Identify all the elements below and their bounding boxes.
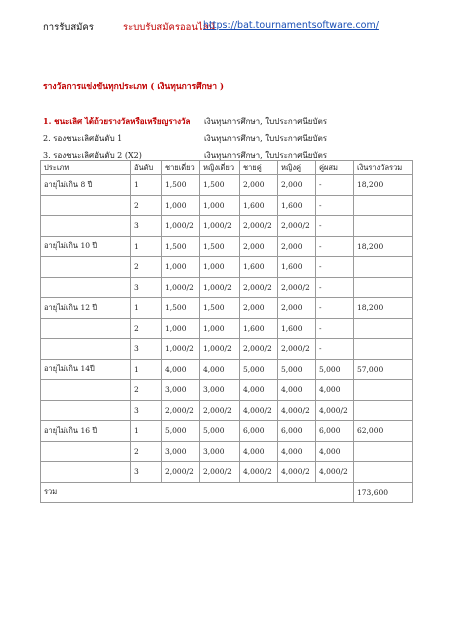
table-cell: 1,600	[278, 195, 316, 216]
table-cell: 5,000	[240, 359, 278, 380]
table-cell: 1,600	[240, 195, 278, 216]
table-cell: 4,000	[240, 441, 278, 462]
table-cell: 1,000	[162, 195, 200, 216]
table-cell: 4,000	[278, 441, 316, 462]
total-value: 173,600	[354, 482, 413, 503]
table-cell: 1,500	[200, 298, 240, 319]
table-cell: 4,000/2	[240, 462, 278, 483]
column-header: หญิงเดี่ยว	[200, 161, 240, 175]
table-cell: 1	[131, 421, 162, 442]
table-cell	[41, 380, 131, 401]
table-cell: อายุไม่เกิน 8 ปี	[41, 175, 131, 196]
table-cell: 2,000/2	[200, 462, 240, 483]
table-cell: 5,000	[316, 359, 354, 380]
table-cell: 3	[131, 277, 162, 298]
table-row	[41, 380, 413, 401]
table-cell: 1,000/2	[200, 339, 240, 360]
table-cell: 4,000/2	[278, 462, 316, 483]
table-cell: 1,000	[162, 257, 200, 278]
table-cell: 1	[131, 236, 162, 257]
table-cell: 1,500	[200, 175, 240, 196]
table-cell: 2	[131, 380, 162, 401]
table-cell: 4,000	[278, 380, 316, 401]
table-cell: 1	[131, 359, 162, 380]
table-cell: 3	[131, 339, 162, 360]
table-row	[41, 359, 413, 380]
table-cell	[41, 462, 131, 483]
table-cell: 2	[131, 195, 162, 216]
table-cell	[41, 277, 131, 298]
table-cell: 1,000/2	[200, 216, 240, 237]
column-header: หญิงคู่	[278, 161, 316, 175]
table-cell: 1,000	[200, 257, 240, 278]
table-cell: 1,600	[278, 318, 316, 339]
table-cell: 2,000/2	[162, 462, 200, 483]
table-cell: 1,000/2	[162, 216, 200, 237]
table-cell: 1,000/2	[200, 277, 240, 298]
table-row	[41, 318, 413, 339]
section-title: รางวัลการแข่งขันทุกประเภท ( เงินทุนการศึกษา )	[43, 82, 225, 92]
table-cell: 18,200	[354, 298, 413, 319]
table-cell: 2,000/2	[240, 216, 278, 237]
table-cell: -	[316, 195, 354, 216]
table-row	[41, 277, 413, 298]
table-cell: 4,000	[200, 359, 240, 380]
table-cell: 3	[131, 400, 162, 421]
table-cell: 2	[131, 318, 162, 339]
table-cell: 1,600	[240, 318, 278, 339]
table-cell: 2,000/2	[240, 277, 278, 298]
table-cell: 1,000	[200, 195, 240, 216]
table-cell	[41, 400, 131, 421]
table-cell: -	[316, 339, 354, 360]
column-header: อันดับ	[131, 161, 162, 175]
table-cell: 2,000	[278, 236, 316, 257]
table-row	[41, 298, 413, 319]
table-cell: -	[316, 298, 354, 319]
prize-table	[40, 160, 413, 503]
table-cell	[354, 441, 413, 462]
table-cell: อายุไม่เกิน 10 ปี	[41, 236, 131, 257]
table-row	[41, 400, 413, 421]
table-cell: 1,000	[200, 318, 240, 339]
table-cell	[354, 216, 413, 237]
total-label: รวม	[41, 482, 354, 503]
table-cell: -	[316, 216, 354, 237]
table-cell: 2,000	[240, 236, 278, 257]
table-cell: 1	[131, 298, 162, 319]
table-cell: 4,000/2	[278, 400, 316, 421]
table-cell: 3	[131, 462, 162, 483]
table-cell: 1,500	[162, 298, 200, 319]
award-rank-label: 1. ชนะเลิศ ได้ถ้วยรางวัลหรือเหรียญรางวัล	[43, 116, 191, 126]
table-cell: 6,000	[278, 421, 316, 442]
table-row	[41, 216, 413, 237]
table-cell	[41, 257, 131, 278]
table-cell: 1,600	[278, 257, 316, 278]
table-cell: 2,000/2	[200, 400, 240, 421]
table-cell: 62,000	[354, 421, 413, 442]
column-header: เงินรางวัลรวม	[354, 161, 413, 175]
table-cell: 2,000	[278, 175, 316, 196]
table-row	[41, 339, 413, 360]
table-row	[41, 441, 413, 462]
table-cell: 4,000	[316, 441, 354, 462]
table-cell	[354, 339, 413, 360]
table-cell: 2,000/2	[278, 216, 316, 237]
table-cell: 1	[131, 175, 162, 196]
table-cell: 5,000	[278, 359, 316, 380]
table-cell: -	[316, 236, 354, 257]
header-label: การรับสมัคร	[43, 22, 94, 33]
table-cell: 4,000	[316, 380, 354, 401]
table-cell	[354, 462, 413, 483]
column-header: ชายเดี่ยว	[162, 161, 200, 175]
award-detail: เงินทุนการศึกษา, ใบประกาศนียบัตร	[204, 151, 328, 160]
column-header: ชายคู่	[240, 161, 278, 175]
header-subtitle: ระบบรับสมัครออนไลน์	[123, 22, 215, 33]
table-cell: อายุไม่เกิน 14ปี	[41, 359, 131, 380]
table-row	[41, 175, 413, 196]
table-cell: 1,600	[240, 257, 278, 278]
table-cell: 4,000/2	[240, 400, 278, 421]
table-cell	[41, 339, 131, 360]
table-cell	[354, 195, 413, 216]
award-rank-label: 3. รองชนะเลิศอันดับ 2 (X2)	[43, 151, 142, 160]
table-cell: 1,500	[162, 236, 200, 257]
table-row	[41, 462, 413, 483]
table-cell: 18,200	[354, 236, 413, 257]
table-cell: -	[316, 257, 354, 278]
table-cell	[354, 257, 413, 278]
table-cell: 5,000	[162, 421, 200, 442]
table-cell	[354, 400, 413, 421]
registration-link[interactable]: https://bat.tournamentsoftware.com/	[203, 20, 379, 31]
table-row	[41, 421, 413, 442]
table-cell	[41, 318, 131, 339]
table-cell: 5,000	[200, 421, 240, 442]
table-cell: -	[316, 175, 354, 196]
table-cell: 4,000/2	[316, 400, 354, 421]
table-header-row	[41, 161, 413, 175]
table-row	[41, 236, 413, 257]
table-cell: 2	[131, 441, 162, 462]
table-cell: 2,000/2	[278, 339, 316, 360]
table-row	[41, 257, 413, 278]
table-cell: 2,000	[278, 298, 316, 319]
table-cell: 6,000	[240, 421, 278, 442]
table-row	[41, 195, 413, 216]
column-header: ประเภท	[41, 161, 131, 175]
column-header: คู่ผสม	[316, 161, 354, 175]
table-cell: 4,000	[240, 380, 278, 401]
table-cell: 2,000/2	[240, 339, 278, 360]
page-header	[43, 20, 379, 35]
table-cell: 1,000	[162, 318, 200, 339]
table-cell: 18,200	[354, 175, 413, 196]
table-cell	[354, 277, 413, 298]
table-cell: 57,000	[354, 359, 413, 380]
table-cell: 3,000	[200, 380, 240, 401]
table-cell: 2,000/2	[162, 400, 200, 421]
table-cell: 2,000	[240, 298, 278, 319]
table-cell: 3	[131, 216, 162, 237]
award-detail: เงินทุนการศึกษา, ใบประกาศนียบัตร	[204, 117, 328, 126]
table-cell: อายุไม่เกิน 16 ปี	[41, 421, 131, 442]
award-rank-label: 2. รองชนะเลิศอันดับ 1	[43, 134, 123, 143]
table-cell: 6,000	[316, 421, 354, 442]
table-cell: 3,000	[162, 380, 200, 401]
table-cell: 2,000	[240, 175, 278, 196]
table-cell: 3,000	[162, 441, 200, 462]
table-cell	[41, 216, 131, 237]
table-cell: 1,500	[162, 175, 200, 196]
table-cell: 3,000	[200, 441, 240, 462]
table-cell: -	[316, 318, 354, 339]
table-cell	[354, 318, 413, 339]
table-cell	[41, 195, 131, 216]
table-cell: -	[316, 277, 354, 298]
table-cell: 2,000/2	[278, 277, 316, 298]
table-cell: 4,000/2	[316, 462, 354, 483]
total-row	[41, 482, 413, 503]
table-cell: 4,000	[162, 359, 200, 380]
table-cell: อายุไม่เกิน 12 ปี	[41, 298, 131, 319]
table-cell: 1,000/2	[162, 277, 200, 298]
table-cell	[41, 441, 131, 462]
table-cell: 1,500	[200, 236, 240, 257]
table-cell	[354, 380, 413, 401]
table-cell: 2	[131, 257, 162, 278]
table-cell: 1,000/2	[162, 339, 200, 360]
award-detail: เงินทุนการศึกษา, ใบประกาศนียบัตร	[204, 134, 328, 143]
